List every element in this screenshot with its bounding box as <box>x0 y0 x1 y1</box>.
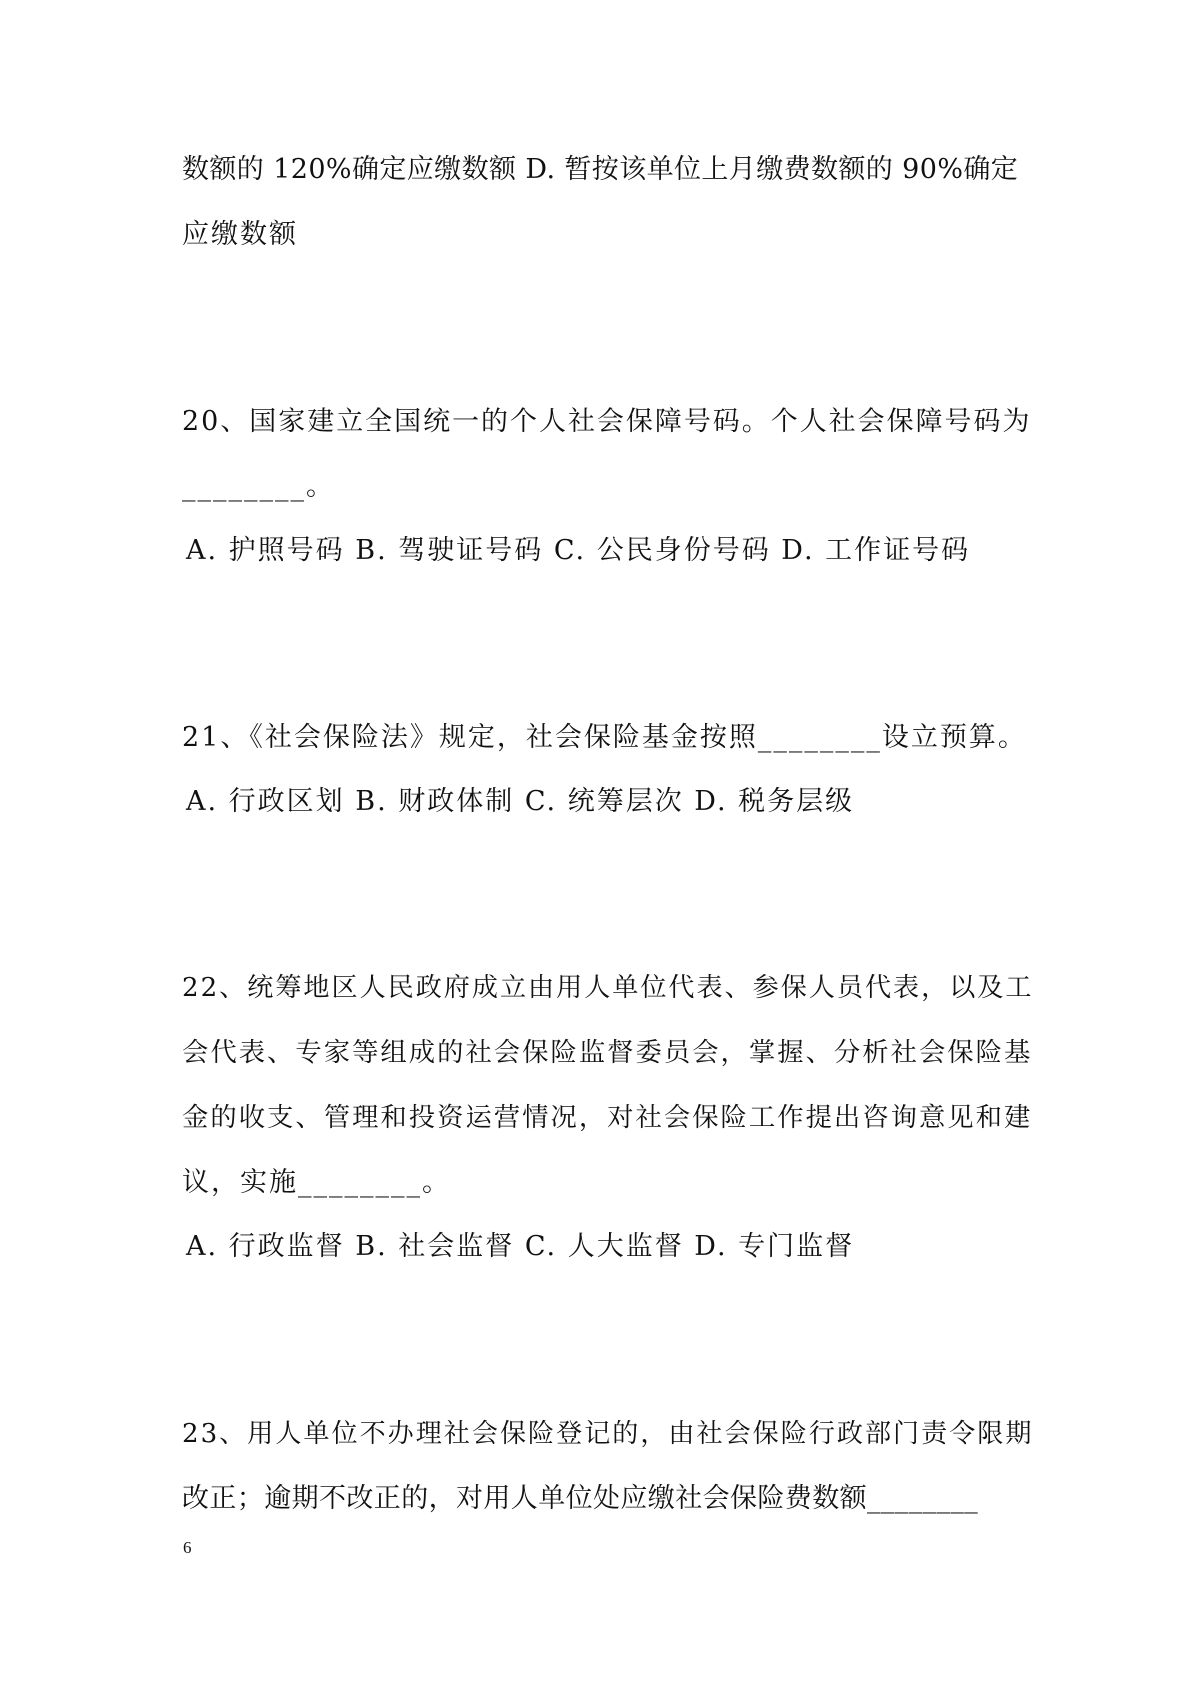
question-22-line-4: 议，实施________。 <box>182 1167 451 1198</box>
question-22-line-3: 金的收支、管理和投资运营情况，对社会保险工作提出咨询意见和建 <box>182 1103 1033 1133</box>
question-20-options: A. 护照号码 B. 驾驶证号码 C. 公民身份号码 D. 工作证号码 <box>186 535 971 566</box>
question-23-line-1: 23、用人单位不办理社会保险登记的，由社会保险行政部门责令限期 <box>182 1419 1034 1449</box>
question-20-blank: ________。 <box>182 471 335 502</box>
question-21-line-1: 21、《社会保险法》规定，社会保险基金按照________设立预算。 <box>182 722 1027 753</box>
text-line-q19-continued: 数额的 120%确定应缴数额 D. 暂按该单位上月缴费数额的 90%确定 <box>182 154 1019 185</box>
question-21-options: A. 行政区划 B. 财政体制 C. 统筹层次 D. 税务层级 <box>186 786 855 817</box>
text-line-q19-end: 应缴数额 <box>182 219 298 250</box>
question-22-line-1: 22、统筹地区人民政府成立由用人单位代表、参保人员代表，以及工 <box>182 973 1034 1003</box>
question-20-line-1: 20、国家建立全国统一的个人社会保障号码。个人社会保障号码为 <box>182 406 1032 437</box>
question-22-options: A. 行政监督 B. 社会监督 C. 人大监督 D. 专门监督 <box>186 1231 855 1262</box>
question-23-line-2: 改正；逾期不改正的，对用人单位处应缴社会保险费数额________ <box>182 1483 979 1514</box>
page-number: 6 <box>183 1538 192 1557</box>
question-22-line-2: 会代表、专家等组成的社会保险监督委员会，掌握、分析社会保险基 <box>182 1038 1033 1068</box>
